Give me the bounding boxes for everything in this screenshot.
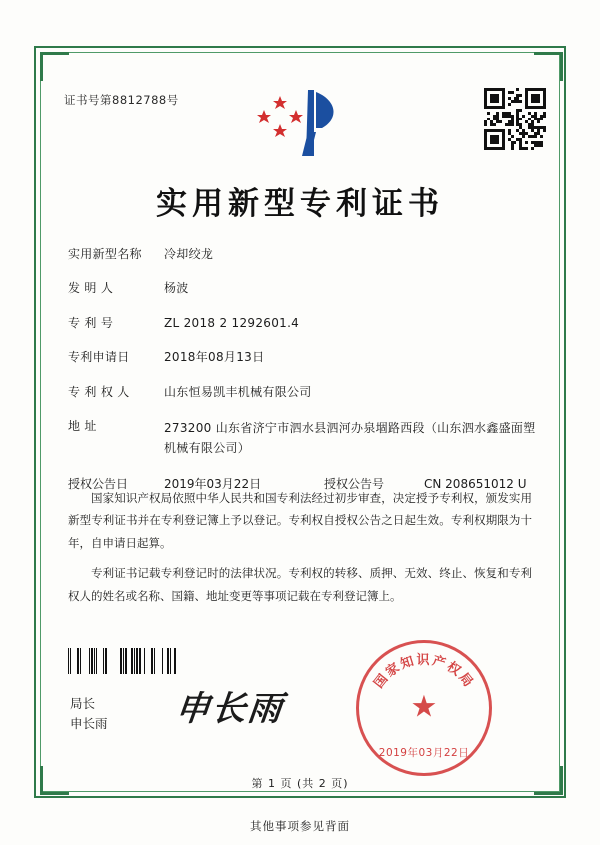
body-paragraph-1: 国家知识产权局依照中华人民共和国专利法经过初步审查，决定授予专利权，颁发实用新型专利证书并在专利登记簿上予以登记。专利权自授权公告之日起生效。专利权期限为十年，自申请日起算。: [68, 491, 532, 550]
field-value-application-date: 2018年08月13日: [164, 350, 265, 365]
field-label-grant-date: 授权公告日: [68, 476, 129, 491]
field-row-inventor: [68, 280, 538, 297]
qr-code: [484, 88, 546, 150]
footer-note: 其他事项参见背面: [250, 819, 350, 833]
field-label-address: 地 址: [68, 418, 97, 433]
patent-office-logo: [252, 84, 348, 162]
field-row-address: [68, 418, 538, 459]
field-value-grant-publication-number: CN 208651012 U: [424, 476, 527, 491]
signatory-title: [70, 694, 108, 734]
field-value-inventor: 杨波: [164, 281, 189, 296]
field-label-inventor: 发 明 人: [68, 281, 114, 296]
national-emblem-icon: ★: [410, 689, 438, 725]
page-title: 实用新型专利证书: [156, 186, 444, 222]
field-label-name: 实用新型名称: [68, 247, 142, 261]
field-label-patent-number: 专 利 号: [68, 315, 114, 330]
handwritten-signature: 申长雨: [173, 689, 286, 729]
certificate-body: [68, 487, 532, 615]
barcode: [68, 648, 198, 674]
certificate-serial-number: 证书号第8812788号: [64, 93, 179, 107]
field-label-patentee: 专 利 权 人: [68, 384, 130, 399]
field-label-application-date: 专利申请日: [68, 350, 130, 365]
body-paragraph-2: 专利证书记载专利登记时的法律状况。专利权的转移、质押、无效、终止、恢复和专利权人的姓名或名称、国籍、地址变更等事项记载在专利登记簿上。: [68, 566, 532, 603]
field-value-name: 冷却绞龙: [164, 247, 214, 261]
signatory-title-line1: 局长: [70, 696, 96, 711]
field-value-address: 273200 山东省济宁市泗水县泗河办泉堌路西段（山东泗水鑫盛面塑机械有限公司）: [164, 420, 536, 456]
signatory-name: 申长雨: [70, 716, 108, 731]
corner-ornament-top-right: [534, 52, 563, 81]
field-value-patentee: 山东恒易凯丰机械有限公司: [164, 384, 312, 399]
field-row-name: [68, 246, 538, 263]
field-value-grant-date: 2019年03月22日: [164, 476, 262, 491]
seal-arc-label: 国家知识产权局: [371, 653, 477, 692]
seal-date: 2019年03月22日: [378, 747, 470, 759]
field-row-patent-number: [68, 315, 538, 332]
field-value-patent-number: ZL 2018 2 1292601.4: [164, 315, 300, 330]
field-row-application-date: [68, 349, 538, 366]
official-seal: [356, 640, 492, 776]
page-number: 第 1 页 (共 2 页): [251, 777, 349, 790]
field-row-patentee: [68, 384, 538, 401]
field-label-grant-publication-number: 授权公告号: [324, 476, 385, 491]
certificate-fields: [68, 246, 538, 510]
corner-ornament-top-left: [40, 52, 69, 81]
